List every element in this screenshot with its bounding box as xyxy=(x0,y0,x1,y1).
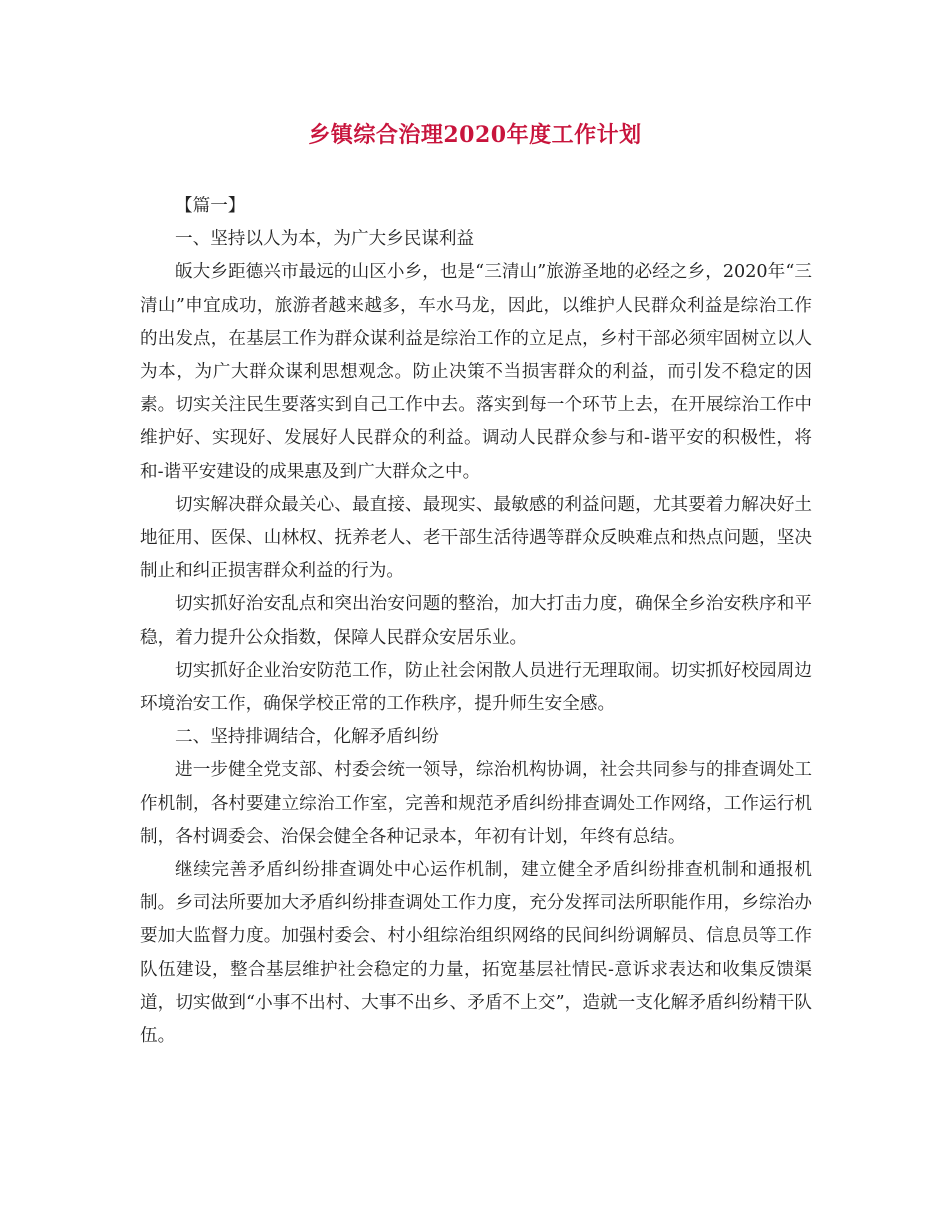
document-body xyxy=(140,190,812,1053)
section-heading-1: 一、坚持以人为本，为广大乡民谋利益 xyxy=(175,229,475,250)
section-heading-2: 二、坚持排调结合，化解矛盾纠纷 xyxy=(175,727,439,748)
body-paragraph: 皈大乡距德兴市最远的山区小乡，也是“三清山”旅游圣地的必经之乡，2020年“三清山”申宜成功，旅游者越来越多，车水马龙，因此，以维护人民群众利益是综治工作的出发点，在基层工作为群众谋利益是综治工作的立足点，乡村干部必须牢固树立以人为本，为广大群众谋利思想观念。防止决策不当损害群众的利益，而引发不稳定的因素。切实关注民生要落实到自己工作中去。落实到每一个环节上去，在开展综治工作中维护好、实现好、发展好人民群众的利益。调动人民群众参与和-谐平安的积极性，将和-谐平安建设的成果惠及到广大群众之中。 xyxy=(140,262,812,482)
body-paragraph: 切实解决群众最关心、最直接、最现实、最敏感的利益问题，尤其要着力解决好土地征用、医保、山林权、抚养老人、老干部生活待遇等群众反映难点和热点问题，坚决制止和纠正损害群众利益的行为。 xyxy=(140,494,812,582)
page-title: 乡镇综合治理2020年度工作计划 xyxy=(308,122,642,148)
section-marker: 【篇一】 xyxy=(175,196,246,216)
body-paragraph: 切实抓好治安乱点和突出治安问题的整治，加大打击力度，确保全乡治安秩序和平稳，着力提升公众指数，保障人民群众安居乐业。 xyxy=(140,594,812,648)
body-paragraph: 继续完善矛盾纠纷排查调处中心运作机制，建立健全矛盾纠纷排查机制和通报机制。乡司法所要加大矛盾纠纷排查调处工作力度，充分发挥司法所职能作用，乡综治办要加大监督力度。加强村委会、村小组综治组织网络的民间纠纷调解员、信息员等工作队伍建设，整合基层维护社会稳定的力量，拓宽基层社情民-意诉求表达和收集反馈渠道，切实做到“小事不出村、大事不出乡、矛盾不上交”，造就一支化解矛盾纠纷精干队伍。 xyxy=(140,860,812,1047)
body-paragraph: 进一步健全党支部、村委会统一领导，综治机构协调，社会共同参与的排查调处工作机制，各村要建立综治工作室，完善和规范矛盾纠纷排查调处工作网络，工作运行机制，各村调委会、治保会健全各种记录本，年初有计划，年终有总结。 xyxy=(140,760,812,847)
body-paragraph: 切实抓好企业治安防范工作，防止社会闲散人员进行无理取闹。切实抓好校园周边环境治安工作，确保学校正常的工作秩序，提升师生安全感。 xyxy=(140,660,812,715)
